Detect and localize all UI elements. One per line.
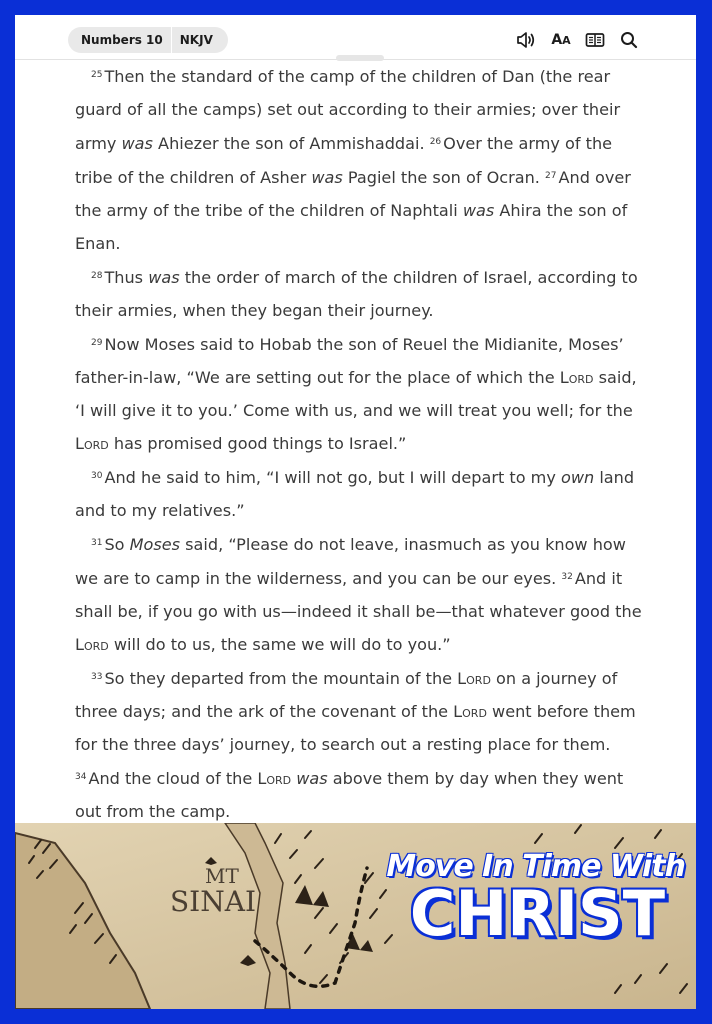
verse-text: Now Moses said to Hobab the son of Reuel the Midianite, Moses’ father-in-law, “We are setting out for the place of which the: [75, 335, 624, 387]
verse-text: land and to my relatives.”: [75, 468, 635, 520]
verse-number[interactable]: 27: [545, 171, 557, 181]
verse-text: said, “Please do not leave, inasmuch as you know how we are to camp in the wilderness, and you can be our eyes.: [75, 535, 626, 588]
verse-text: And it shall be, if you go with us—indeed it shall be—that whatever good the: [75, 569, 642, 621]
book-chapter-button[interactable]: Numbers 10: [81, 33, 163, 47]
promo-banner: [15, 823, 696, 1009]
search-icon: [620, 31, 638, 49]
passage-text: [75, 59, 645, 828]
verse-number[interactable]: 26: [429, 137, 442, 147]
verse-text: And he said to him, “I will not go, but I will depart to my: [104, 468, 561, 487]
paragraph: [75, 460, 645, 527]
divine-name: Lord: [453, 702, 487, 721]
paragraph: [75, 661, 645, 828]
text-size-button[interactable]: [550, 30, 572, 50]
verse-text: Over the army of the tribe of the children of Asher: [75, 134, 613, 187]
verse-text: Then the standard of the camp of the children of Dan (the rear guard of all the camps) set out according to their armies; over their army: [75, 67, 621, 153]
verse-text: Pagiel the son of Ocran.: [342, 168, 546, 187]
verse-text: said, ‘I will give it to you.’ Come with us, and we will treat you well; for the: [75, 368, 637, 420]
verse-number[interactable]: 25: [91, 70, 103, 80]
verse-text-italic: was: [148, 268, 180, 287]
paragraph: [75, 59, 645, 260]
verse-text: And the cloud of the: [88, 769, 258, 788]
text-size-big-a: A: [551, 32, 563, 48]
speaker-icon: [516, 31, 536, 49]
verse-text: Ahira the son of Enan.: [75, 201, 628, 253]
divine-name: Lord: [75, 434, 109, 453]
map-label-sinai: SINAI: [170, 885, 257, 918]
verse-text: So they departed from the mountain of the: [104, 669, 458, 688]
verse-text: the order of march of the children of Israel, according to their armies, when they began their journey.: [75, 268, 638, 320]
reader-mode-button[interactable]: [584, 30, 606, 50]
map-label-mt: MT: [205, 864, 239, 888]
verse-text: Ahiezer the son of Ammishaddai.: [152, 134, 430, 153]
banner-title-line1: Move In Time With: [386, 849, 685, 884]
verse-number[interactable]: 28: [91, 271, 103, 281]
verse-number[interactable]: 33: [91, 672, 103, 682]
verse-text-italic: was: [462, 201, 495, 220]
verse-text: And over the army of the tribe of the children of Naphtali: [75, 168, 631, 220]
banner-title-line2: CHRIST: [409, 877, 665, 950]
divine-name: Lord: [559, 368, 594, 387]
verse-text: on a journey of three days; and the ark of the covenant of the: [75, 669, 618, 721]
verse-text-italic: was: [311, 168, 343, 187]
reader-window: [15, 15, 696, 1009]
paragraph: [75, 527, 645, 661]
verse-text-italic: own: [561, 468, 595, 487]
reader-icon: [585, 32, 605, 48]
audio-button[interactable]: [515, 30, 537, 50]
verse-text: went before them for the three days’ journey, to search out a resting place for them.: [75, 702, 636, 754]
verse-text: will do to us, the same we will do to you.”: [108, 635, 451, 654]
paragraph: [75, 260, 645, 327]
verse-number[interactable]: 31: [91, 538, 103, 548]
verse-text: has promised good things to Israel.”: [108, 434, 407, 453]
verse-text: above them by day when they went out from the camp.: [75, 769, 624, 821]
reader-toolbar: [15, 15, 696, 60]
verse-number[interactable]: 32: [561, 572, 573, 582]
verse-text-italic: was: [121, 134, 153, 153]
paragraph: [75, 327, 645, 460]
verse-text-italic: was: [296, 769, 328, 788]
verse-number[interactable]: 34: [75, 772, 87, 782]
text-size-small-a: A: [562, 34, 571, 47]
verse-text-italic: Moses: [129, 535, 181, 554]
text-size-icon: [551, 32, 570, 48]
divine-name: Lord: [457, 669, 491, 688]
verse-number[interactable]: 29: [91, 338, 103, 348]
version-button[interactable]: NKJV: [179, 33, 213, 47]
verse-number[interactable]: 30: [91, 471, 103, 481]
divine-name: Lord: [257, 769, 292, 788]
verse-text: So: [104, 535, 130, 554]
banner-title: [385, 849, 685, 950]
reference-selector: [68, 27, 228, 53]
divine-name: Lord: [75, 635, 109, 654]
verse-text: Thus: [104, 268, 149, 287]
search-button[interactable]: [618, 30, 640, 50]
